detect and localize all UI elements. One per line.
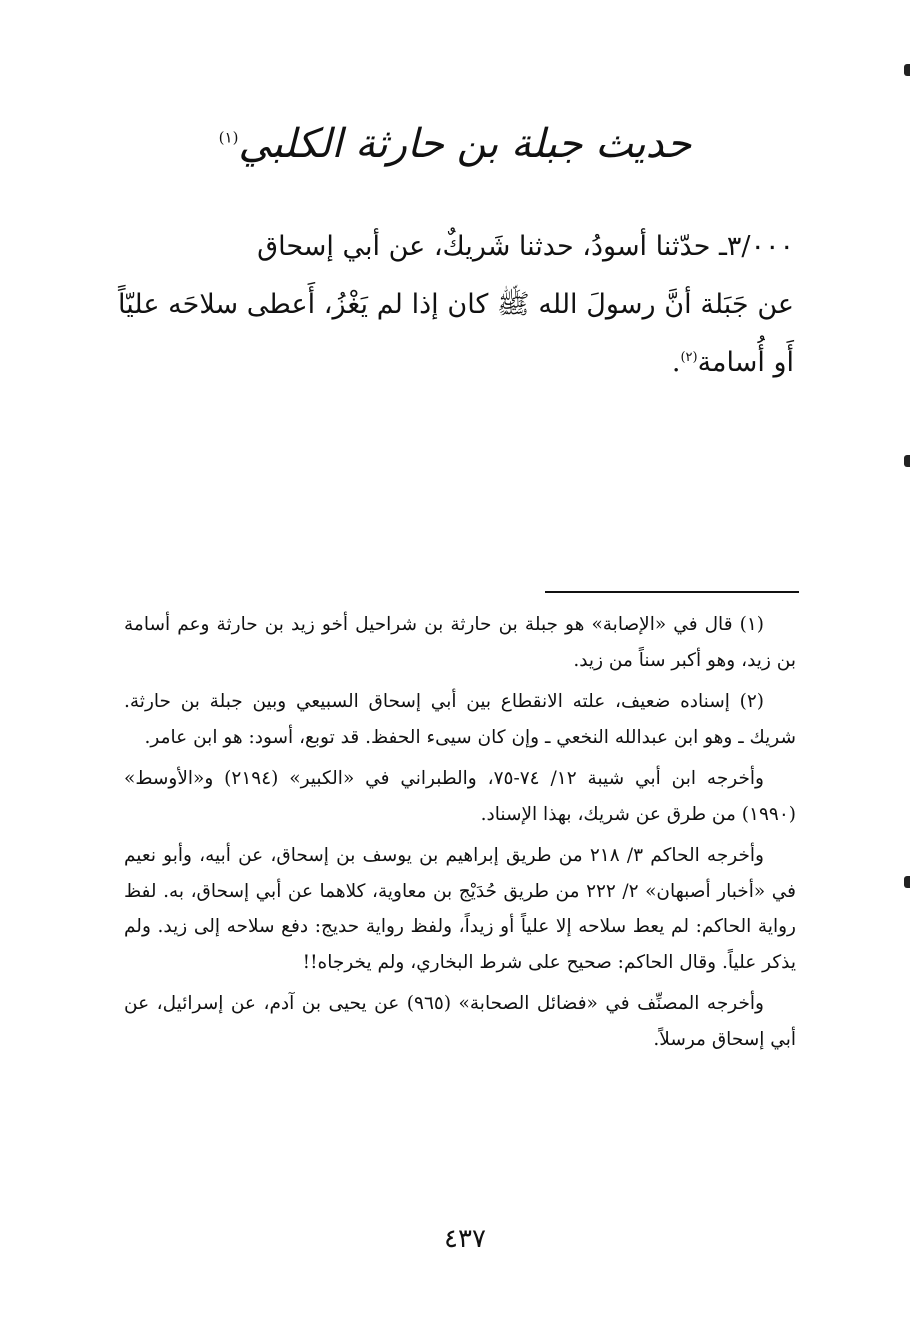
hadith-footnote-ref: (٢): [680, 350, 698, 365]
scan-edge-mark: [904, 876, 910, 888]
footnote-paragraph: (١) قال في «الإصابة» هو جبلة بن حارثة بن شراحيل أخو زيد بن حارثة وعم أسامة بن زيد، وهو أكبر سناً من زيد.: [124, 614, 796, 671]
footnote-paragraph: (٢) إسناده ضعيف، علته الانقطاع بين أبي إسحاق السبيعي وبين جبلة بن حارثة. شريك ـ وهو ابن عبدالله النخعي ـ وإن كان سيىء الحفظ. قد توبع، أسود: هو ابن عامر.: [124, 691, 796, 748]
hadith-matn: عن جَبَلة أنَّ رسولَ الله ﷺ كان إذا لم يَغْزُ، أَعطى سلاحَه عليّاً أَو أُسامة$^{(٢)}$.: [118, 289, 794, 378]
footnote-paragraph: وأخرجه المصنِّف في «فضائل الصحابة» (٩٦٥) عن يحيى بن آدم، عن إسرائيل، عن أبي إسحاق مرسلاً.: [124, 993, 796, 1050]
hadith-text: [118, 218, 794, 392]
heading-footnote-ref: (١): [218, 128, 239, 147]
footnote-separator: [545, 591, 799, 593]
scan-edge-mark: [904, 64, 910, 76]
page-number: ٤٣٧: [444, 1224, 486, 1254]
footnotes: [124, 607, 796, 1063]
heading-title: حديث جبلة بن حارثة الكلبي: [238, 121, 692, 167]
hadith-isnad-line: ٣/٠٠٠ـ حدّثنا أسودُ، حدثنا شَريكٌ، عن أبي إسحاق: [257, 231, 794, 262]
hadith-heading: [120, 120, 790, 168]
footnote-paragraph: وأخرجه الحاكم ٣/ ٢١٨ من طريق إبراهيم بن يوسف بن إسحاق، عن أبيه، وأبو نعيم في «أخبار أصبهان» ٢/ ٢٢٢ من طريق حُدَيْج بن معاوية، كلاهما عن أبي إسحاق، به. لفظ رواية الحاكم: لم يعط سلاحه إلا علياً أو زيداً، ولفظ رواية حديج: دفع سلاحه إلى زيد. ولم يذكر علياً. وقال الحاكم: صحيح على شرط البخاري، ولم يخرجاه!!: [124, 845, 796, 973]
hadith-matn-text: عن جَبَلة أنَّ رسولَ الله ﷺ كان إذا لم يَغْزُ، أَعطى سلاحَه عليّاً أَو أُسامة: [118, 289, 794, 378]
scan-edge-mark: [904, 455, 910, 467]
footnote-paragraph: وأخرجه ابن أبي شيبة ١٢/ ٧٤-٧٥، والطبراني في «الكبير» (٢١٩٤) و«الأوسط» (١٩٩٠) من طرق عن شريك، بهذا الإسناد.: [124, 768, 796, 825]
